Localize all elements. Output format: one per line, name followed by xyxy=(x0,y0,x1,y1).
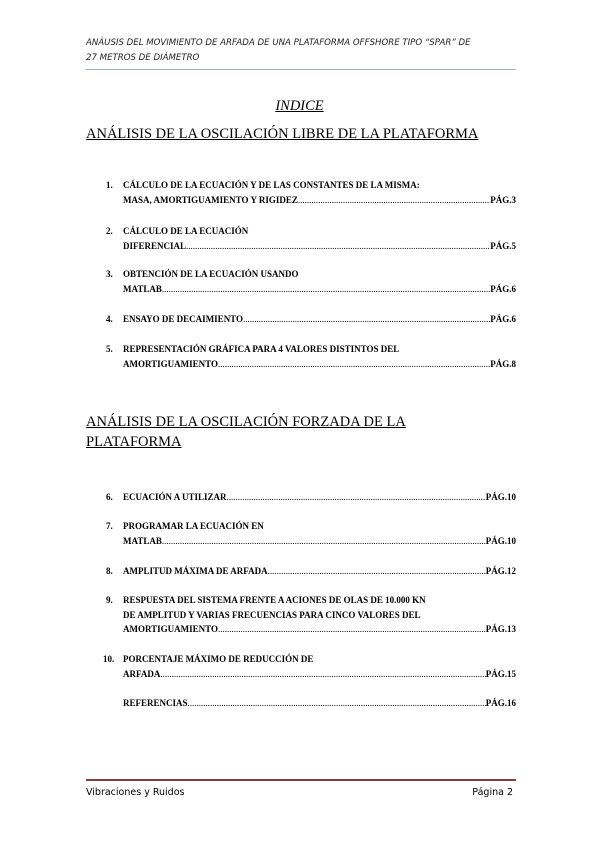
toc-entry-5[interactable] xyxy=(86,342,516,371)
toc-entry-page: PÁG.3 xyxy=(490,194,516,205)
toc-entry-text: DE AMPLITUD Y VARIAS FRECUENCIAS PARA CINCO VALORES DEL xyxy=(123,609,421,620)
toc-entry-page: PÁG.15 xyxy=(485,668,516,679)
toc-entry-text: PORCENTAJE MÁXIMO DE REDUCCIÓN DE xyxy=(123,654,314,664)
toc-entry-text: AMPLITUD MÁXIMA DE ARFADA xyxy=(123,566,268,576)
leader-dots xyxy=(298,193,490,208)
footer-divider xyxy=(86,779,516,781)
leader-dots xyxy=(227,490,486,505)
toc-entry-text: REPRESENTACIÓN GRÁFICA PARA 4 VALORES DISTINTOS DEL xyxy=(123,344,400,354)
toc-entry-number: 3. xyxy=(106,269,113,279)
toc-entry-text: MASA, AMORTIGUAMIENTO Y RIGIDEZ xyxy=(123,194,298,205)
footer-course-title: Vibraciones y Ruidos xyxy=(86,787,185,798)
section-1-title: ANÁLISIS DE LA OSCILACIÓN LIBRE DE LA PLATAFORMA xyxy=(86,126,479,142)
toc-entry-text: AMORTIGUAMIENTO xyxy=(123,624,219,634)
section-2-title-line-2: PLATAFORMA xyxy=(86,434,182,450)
leader-dots xyxy=(243,312,490,327)
toc-entry-text: CÁLCULO DE LA ECUACIÓN xyxy=(123,226,249,236)
leader-dots xyxy=(268,564,486,579)
toc-entry-text: PROGRAMAR LA ECUACIÓN EN xyxy=(123,521,264,531)
toc-entry-3[interactable] xyxy=(86,267,516,296)
leader-dots xyxy=(186,239,490,254)
toc-entry-number: 4. xyxy=(106,314,113,324)
toc-entry-text: CÁLCULO DE LA ECUACIÓN Y DE LAS CONSTANTES DE LA MISMA: xyxy=(123,180,420,190)
toc-entry-text: AMORTIGUAMIENTO xyxy=(123,358,219,369)
toc-entry-text: ARFADA xyxy=(123,668,161,679)
leader-dots xyxy=(218,622,486,637)
header-divider xyxy=(86,69,516,70)
toc-entry-page: PÁG.6 xyxy=(490,314,516,324)
toc-entry-text: REFERENCIAS xyxy=(123,698,188,708)
running-header-line-2: 27 METROS DE DIÁMETRO xyxy=(86,53,200,63)
toc-entry-text: MATLAB xyxy=(123,283,162,294)
toc-entry-1[interactable] xyxy=(86,178,516,207)
toc-entry-number: 7. xyxy=(106,521,113,531)
toc-entry-10[interactable] xyxy=(86,652,516,681)
toc-entry-number: 5. xyxy=(106,344,113,354)
toc-entry-number: 9. xyxy=(106,595,113,605)
toc-entry-6[interactable] xyxy=(86,490,516,505)
leader-dots xyxy=(162,534,486,549)
toc-entry-page: PÁG.8 xyxy=(490,358,516,369)
leader-dots xyxy=(218,357,490,372)
toc-entry-text: ECUACIÓN A UTILIZAR xyxy=(123,492,227,502)
toc-entry-8[interactable] xyxy=(86,564,516,579)
section-2-title-line-1: ANÁLISIS DE LA OSCILACIÓN FORZADA DE LA xyxy=(86,414,406,430)
toc-entry-9[interactable] xyxy=(86,593,516,637)
toc-entry-text: DIFERENCIAL xyxy=(123,240,187,251)
toc-entry-page: PÁG.10 xyxy=(485,535,516,546)
toc-entry-text: MATLAB xyxy=(123,535,162,546)
toc-entry-7[interactable] xyxy=(86,519,516,548)
toc-entry-text: OBTENCIÓN DE LA ECUACIÓN USANDO xyxy=(123,269,299,279)
toc-entry-text: ENSAYO DE DECAIMIENTO xyxy=(123,314,244,324)
index-title: INDICE xyxy=(275,98,324,114)
toc-entry-text: RESPUESTA DEL SISTEMA FRENTE A ACIONES DE OLAS DE 10.000 KN xyxy=(123,595,426,605)
running-header xyxy=(86,36,526,66)
toc-entry-number: 2. xyxy=(106,226,113,236)
toc-entry-number: 8. xyxy=(106,566,113,576)
toc-entry-references[interactable] xyxy=(86,696,516,711)
toc-entry-page: PÁG.10 xyxy=(485,492,516,502)
toc-entry-page: PÁG.5 xyxy=(490,240,516,251)
toc-entry-page: PÁG.12 xyxy=(485,566,516,576)
leader-dots xyxy=(162,282,490,297)
toc-entry-number: 10. xyxy=(103,654,115,664)
toc-entry-page: PÁG.16 xyxy=(485,698,516,708)
section-2-title xyxy=(86,412,516,452)
running-header-line-1: ANÁUSIS DEL MOVIMIENTO DE ARFADA DE UNA PLATAFORMA OFFSHORE TIPO “SPAR” DE xyxy=(86,38,471,48)
toc-entry-number: 1. xyxy=(106,180,113,190)
toc-entry-number: 6. xyxy=(106,492,113,502)
leader-dots xyxy=(160,667,485,682)
toc-entry-4[interactable] xyxy=(86,312,516,327)
toc-entry-2[interactable] xyxy=(86,224,516,253)
toc-entry-page: PÁG.6 xyxy=(490,283,516,294)
footer-page-number: Página 2 xyxy=(472,787,513,798)
leader-dots xyxy=(188,696,486,711)
toc-entry-page: PÁG.13 xyxy=(485,624,516,634)
